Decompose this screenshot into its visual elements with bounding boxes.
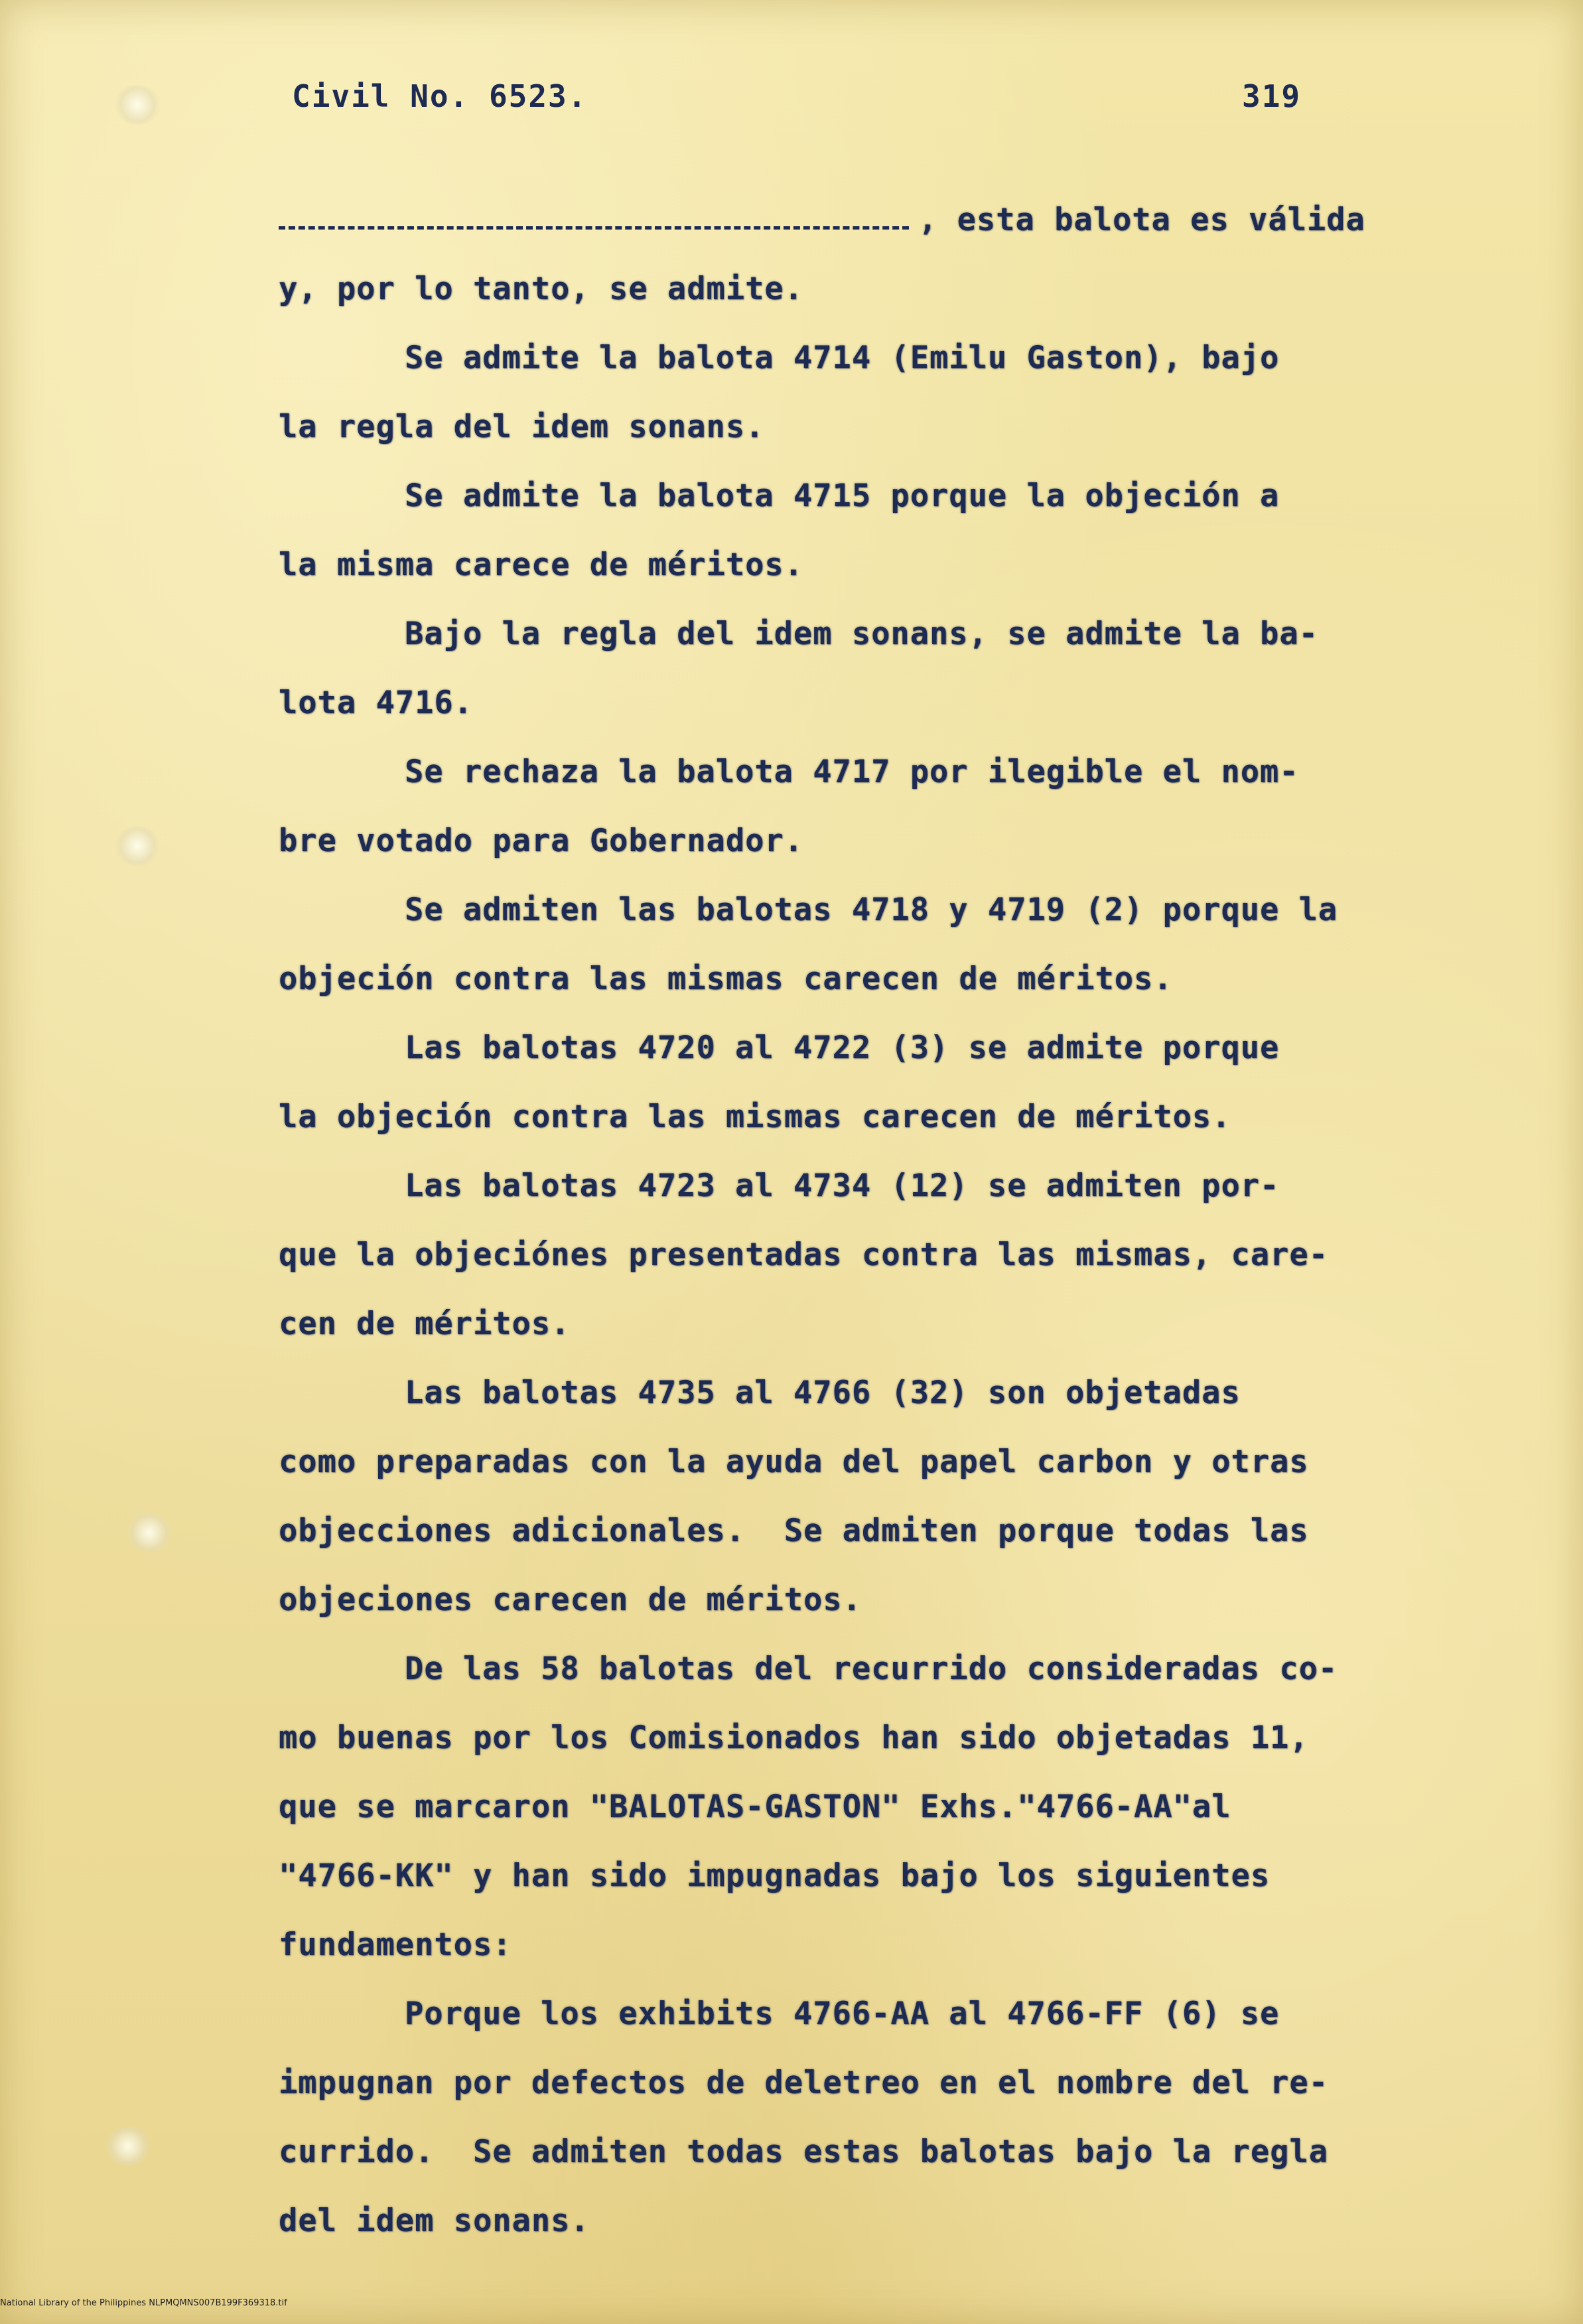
text-line: Se rechaza la balota 4717 por ilegible el nom- <box>405 754 1299 790</box>
text-line: Porque los exhibits 4766-AA al 4766-FF (6) se <box>405 1996 1280 2032</box>
text-line: Se admite la balota 4715 porque la objeción a <box>405 478 1280 514</box>
text-line: que se marcaron "BALOTAS-GASTON" Exhs."4766-AA"al <box>279 1789 1231 1825</box>
text-line: y, por lo tanto, se admite. <box>279 271 804 307</box>
blank-fill-line <box>279 214 909 230</box>
binder-hole-upper <box>114 826 161 866</box>
text-line: impugnan por defectos de deletreo en el nombre del re- <box>279 2065 1329 2101</box>
text-line: currido. Se admiten todas estas balotas bajo la regla <box>279 2134 1329 2170</box>
text-line: la objeción contra las mismas carecen de méritos. <box>279 1099 1231 1135</box>
binder-hole-bottom <box>105 2126 151 2166</box>
text-line: Las balotas 4720 al 4722 (3) se admite porque <box>405 1030 1280 1066</box>
first-line <box>279 186 1393 255</box>
text-line: mo buenas por los Comisionados han sido objetadas 11, <box>279 1720 1309 1756</box>
page-number: 319 <box>1242 78 1302 114</box>
text-line: Las balotas 4735 al 4766 (32) son objetadas <box>405 1375 1241 1411</box>
text-line: Las balotas 4723 al 4734 (12) se admiten por- <box>405 1168 1280 1204</box>
text-line: objeciones carecen de méritos. <box>279 1582 862 1618</box>
text-line: Bajo la regla del idem sonans, se admite la ba- <box>405 616 1318 652</box>
text-line: como preparadas con la ayuda del papel carbon y otras <box>279 1444 1309 1480</box>
text-lines <box>279 255 1393 2256</box>
text-line: cen de méritos. <box>279 1306 571 1342</box>
text-line: lota 4716. <box>279 685 473 721</box>
text-line: "4766-KK" y han sido impugnadas bajo los siguientes <box>279 1858 1271 1894</box>
archive-footer: National Library of the Philippines NLPMQMNS007B199F369318.tif <box>0 2298 287 2308</box>
text-line: De las 58 balotas del recurrido consideradas co- <box>405 1651 1338 1687</box>
case-number: Civil No. 6523. <box>292 78 588 114</box>
text-line: fundamentos: <box>279 1927 512 1963</box>
text-line: objeción contra las mismas carecen de méritos. <box>279 961 1173 997</box>
binder-hole-top <box>114 85 161 125</box>
text-line: Se admiten las balotas 4718 y 4719 (2) porque la <box>405 892 1338 928</box>
binder-hole-lower <box>126 1513 172 1552</box>
text-line: la misma carece de méritos. <box>279 547 804 583</box>
text-line: la regla del idem sonans. <box>279 409 765 445</box>
text-line: objecciones adicionales. Se admiten porque todas las <box>279 1513 1309 1549</box>
text-line: Se admite la balota 4714 (Emilu Gaston), bajo <box>405 340 1280 376</box>
text-line: del idem sonans. <box>279 2203 590 2239</box>
document-body <box>279 186 1393 2256</box>
text-line: bre votado para Gobernador. <box>279 823 804 859</box>
text-line: que la objeciónes presentadas contra las mismas, care- <box>279 1237 1329 1273</box>
first-line-text: , esta balota es válida <box>918 202 1365 238</box>
